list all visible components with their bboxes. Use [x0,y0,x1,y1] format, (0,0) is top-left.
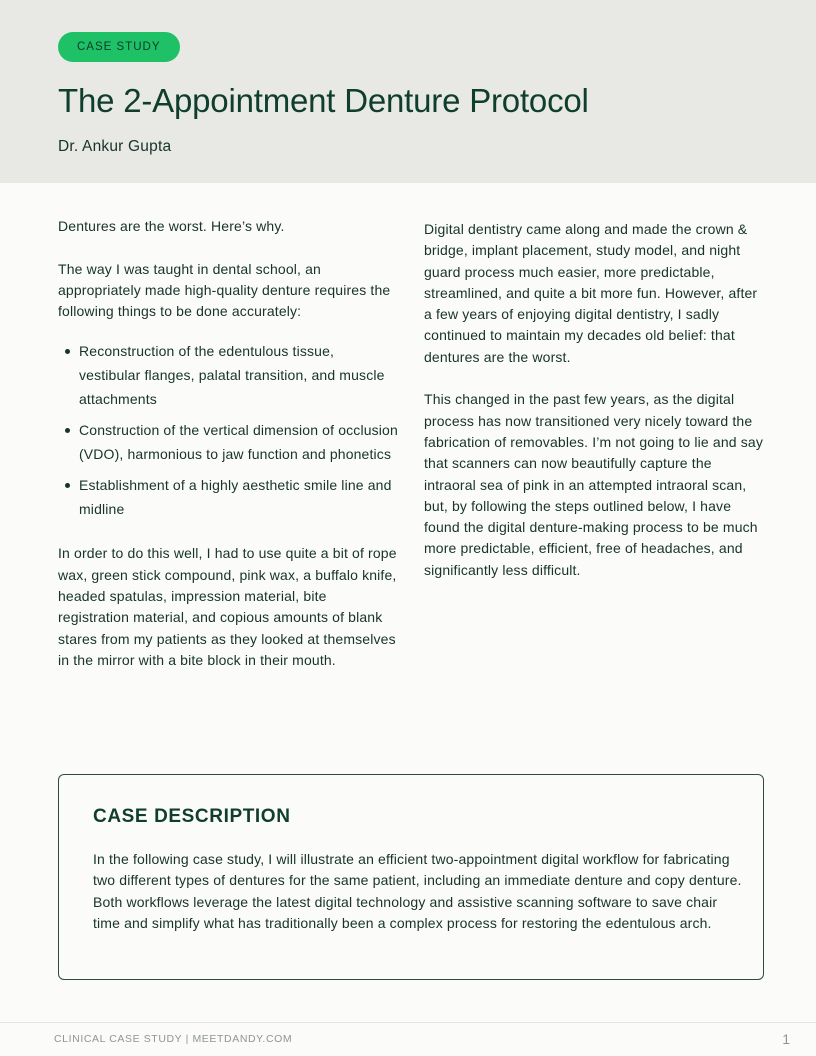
change-paragraph: This changed in the past few years, as the digital process has now transitioned very nicely toward the fabrication of removables. I’m not going to lie and say that scanners can now beautifully capture the intraoral sea of pink in an attempted intraoral scan, but, by following the steps outlined below, I have found the digital denture-making process to be much more predictable, efficient, free of headaches, and significantly less difficult. [424,391,763,578]
header-band [0,0,816,183]
left-column [58,216,398,671]
list-item [58,339,398,411]
right-column [424,219,764,581]
requirements-list [58,339,398,521]
bullet-icon [65,483,70,488]
bullet-icon [65,428,70,433]
digital-dentistry-paragraph: Digital dentistry came along and made the crown & bridge, implant placement, study model, and night guard process much easier, more predictable, streamlined, and quite a bit more fun. However, after a few years of enjoying digital dentistry, I sadly continued to maintain my decades old belief: that dentures are the worst. [424,221,758,365]
bullet-icon [65,349,70,354]
author-name: Dr. Ankur Gupta [58,138,172,155]
list-item-text: Establishment of a highly aesthetic smile line and midline [79,477,392,518]
list-item [58,418,398,466]
footer-divider [0,1022,816,1023]
footer-text: CLINICAL CASE STUDY | MEETDANDY.COM [54,1033,293,1045]
page-number: 1 [782,1031,790,1047]
case-description-box [58,774,764,980]
case-study-badge: CASE STUDY [58,32,180,62]
case-description-heading: CASE DESCRIPTION [93,806,291,827]
case-description-body: In the following case study, I will illustrate an efficient two-appointment digital workflow for fabricating two different types of dentures for the same patient, including an immediate denture and copy denture. Both workflows leverage the latest digital technology and assistive scanning software to save chair time and simplify what has traditionally been a complex process for restoring the edentulous arch. [93,851,742,931]
page-title: The 2-Appointment Denture Protocol [58,82,589,119]
list-item-text: Construction of the vertical dimension of occlusion (VDO), harmonious to jaw function and phonetics [79,422,398,463]
materials-paragraph: In order to do this well, I had to use quite a bit of rope wax, green stick compound, pink wax, a buffalo knife, headed spatulas, impression material, bite registration material, and copious amounts of blank stares from my patients as they looked at themselves in the mirror with a bite block in their mouth. [58,545,397,668]
intro-paragraph: Dentures are the worst. Here’s why. [58,218,285,234]
training-paragraph: The way I was taught in dental school, an appropriately made high-quality denture requires the following things to be done accurately: [58,260,391,320]
list-item [58,473,398,521]
list-item-text: Reconstruction of the edentulous tissue, vestibular flanges, palatal transition, and muscle attachments [79,343,385,408]
